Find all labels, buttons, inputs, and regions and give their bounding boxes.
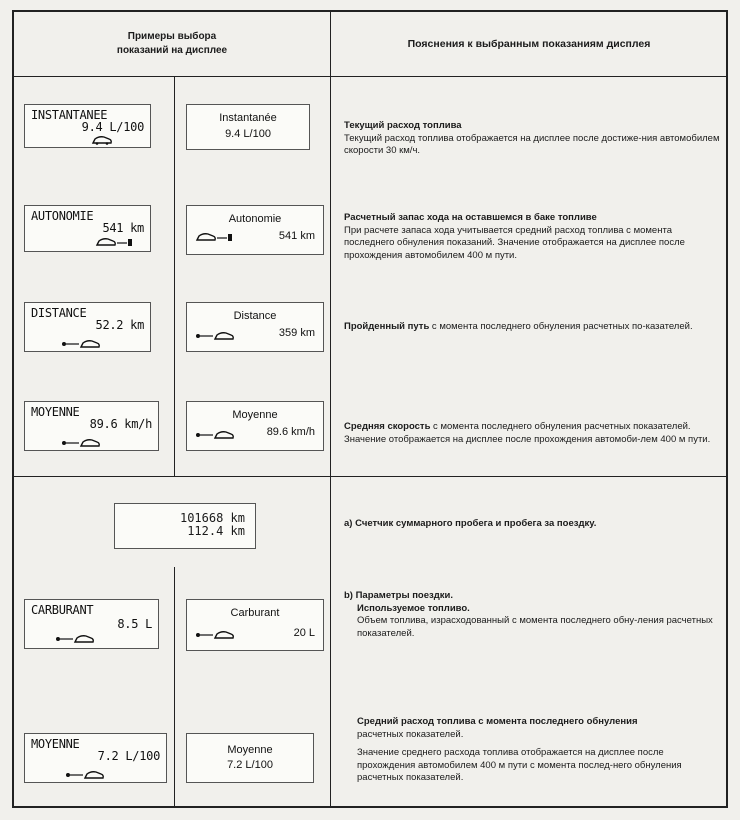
odometer-total: 101668 km: [179, 511, 245, 525]
lcd-label: MOYENNE: [31, 737, 80, 751]
point-to-car-icon: [195, 428, 239, 440]
header-examples-line1: Примеры выбора: [127, 31, 217, 42]
point-to-car-icon: [65, 768, 109, 780]
point-to-car-icon: [55, 632, 99, 644]
explanation-fuel-used: [344, 590, 724, 640]
lcd-label: INSTANTANEE: [31, 108, 108, 122]
lcd-value: 89.6 km/h: [89, 417, 152, 431]
column-divider-bottom: [174, 567, 175, 806]
lcd-label: CARBURANT: [31, 603, 94, 617]
header-examples-line2: показаний на дисплее: [116, 45, 228, 56]
explanation-title: Текущий расход топлива: [344, 120, 462, 131]
lcd-display-average-speed: [24, 401, 159, 451]
explanation-text: Текущий расход топлива отображается на дисплее после достиже-ния автомобилем скорости 30 км/ч.: [344, 132, 720, 156]
mfd-display-average-speed: [186, 401, 324, 451]
explanation-text: расчетных показателей.: [357, 728, 464, 740]
mfd-display-instant: [186, 104, 310, 150]
header-explanations: Пояснения к выбранным показаниям дисплея: [407, 38, 651, 50]
mfd-value: 20 L: [293, 627, 315, 639]
mfd-label: Moyenne: [227, 744, 273, 756]
params-subheading: Используемое топливо.: [357, 602, 470, 614]
explanation-average-consumption: [344, 716, 724, 785]
odometer-trip: 112.4 km: [187, 524, 245, 538]
lcd-value: 52.2 km: [95, 318, 144, 332]
explanation-odometer: [344, 518, 724, 531]
lcd-display-distance: [24, 302, 151, 352]
odometer-display: [114, 503, 256, 549]
explanation-distance: [344, 321, 724, 334]
explanation-title: a) Счетчик суммарного пробега и пробега за поездку.: [344, 518, 597, 529]
mfd-value: 9.4 L/100: [225, 128, 271, 140]
lcd-value: 8.5 L: [117, 617, 152, 631]
mfd-value: 541 km: [278, 230, 315, 242]
explanation-title: Средний расход топлива с момента последнего обнуления: [357, 716, 638, 727]
lcd-value: 541 km: [102, 221, 144, 235]
car-to-pump-icon: [195, 231, 235, 243]
point-to-car-icon: [195, 329, 239, 341]
column-divider-main: [330, 12, 331, 806]
explanation-text-2: Значение отображается на дисплее после прохождения автомоби-лем 400 м пути.: [344, 433, 711, 445]
lcd-label: DISTANCE: [31, 306, 87, 320]
mfd-value: 89.6 km/h: [266, 426, 315, 438]
column-divider-top: [174, 76, 175, 476]
lcd-display-autonomy: [24, 205, 151, 252]
instruction-table: [12, 10, 728, 808]
mfd-display-autonomy: [186, 205, 324, 255]
mfd-value: 7.2 L/100: [227, 759, 273, 771]
explanation-autonomy: [344, 212, 724, 262]
mfd-value: 359 km: [278, 327, 315, 339]
explanation-title: Расчетный запас хода на оставшемся в баке топливе: [344, 212, 597, 223]
mfd-label: Carburant: [230, 607, 280, 619]
mfd-display-fuel-used: [186, 599, 324, 651]
explanation-text-2: Значение среднего расхода топлива отображается на дисплее после прохождения автомобилем 400 м пути с момента послед-него обнуления расчетных показателей.: [357, 747, 682, 783]
mfd-label: Distance: [233, 310, 277, 322]
lcd-label: MOYENNE: [31, 405, 80, 419]
explanation-text: Объем топлива, израсходованный с момента последнего обну-ления расчетных показателей.: [357, 615, 713, 639]
explanation-text: с момента последнего обнуления расчетных показателей.: [430, 421, 691, 432]
header-examples: [14, 12, 330, 76]
explanation-text: с момента последнего обнуления расчетных по-казателей.: [429, 321, 693, 332]
mfd-label: Instantanée: [219, 112, 277, 124]
explanation-title: Средняя скорость: [344, 421, 431, 432]
explanation-average-speed: [344, 421, 724, 446]
car-to-pump-icon: [95, 236, 135, 248]
header-divider: [14, 76, 726, 77]
lcd-value: 7.2 L/100: [97, 749, 160, 763]
explanation-instant: [344, 120, 724, 158]
lcd-display-average-consumption: [24, 733, 167, 783]
point-to-car-icon: [195, 628, 239, 640]
point-to-car-icon: [61, 436, 105, 448]
mfd-display-average-consumption: [186, 733, 314, 783]
car-icon: [91, 135, 113, 145]
explanation-text: При расчете запаса хода учитывается средний расход топлива с момента последнего обнуления показаний. Значение отображается на дисплее после прохождения автомобилем 400 м пути.: [344, 224, 685, 261]
mfd-display-distance: [186, 302, 324, 352]
params-heading: b) Параметры поездки.: [344, 590, 454, 601]
lcd-display-instant: [24, 104, 151, 148]
lcd-display-fuel-used: [24, 599, 159, 649]
point-to-car-icon: [61, 337, 105, 349]
section-divider: [14, 476, 726, 477]
lcd-value: 9.4 L/100: [81, 120, 144, 134]
explanation-title: Пройденный путь: [344, 321, 430, 332]
mfd-label: Moyenne: [232, 409, 278, 421]
lcd-label: AUTONOMIE: [31, 209, 94, 223]
mfd-label: Autonomie: [228, 213, 282, 225]
